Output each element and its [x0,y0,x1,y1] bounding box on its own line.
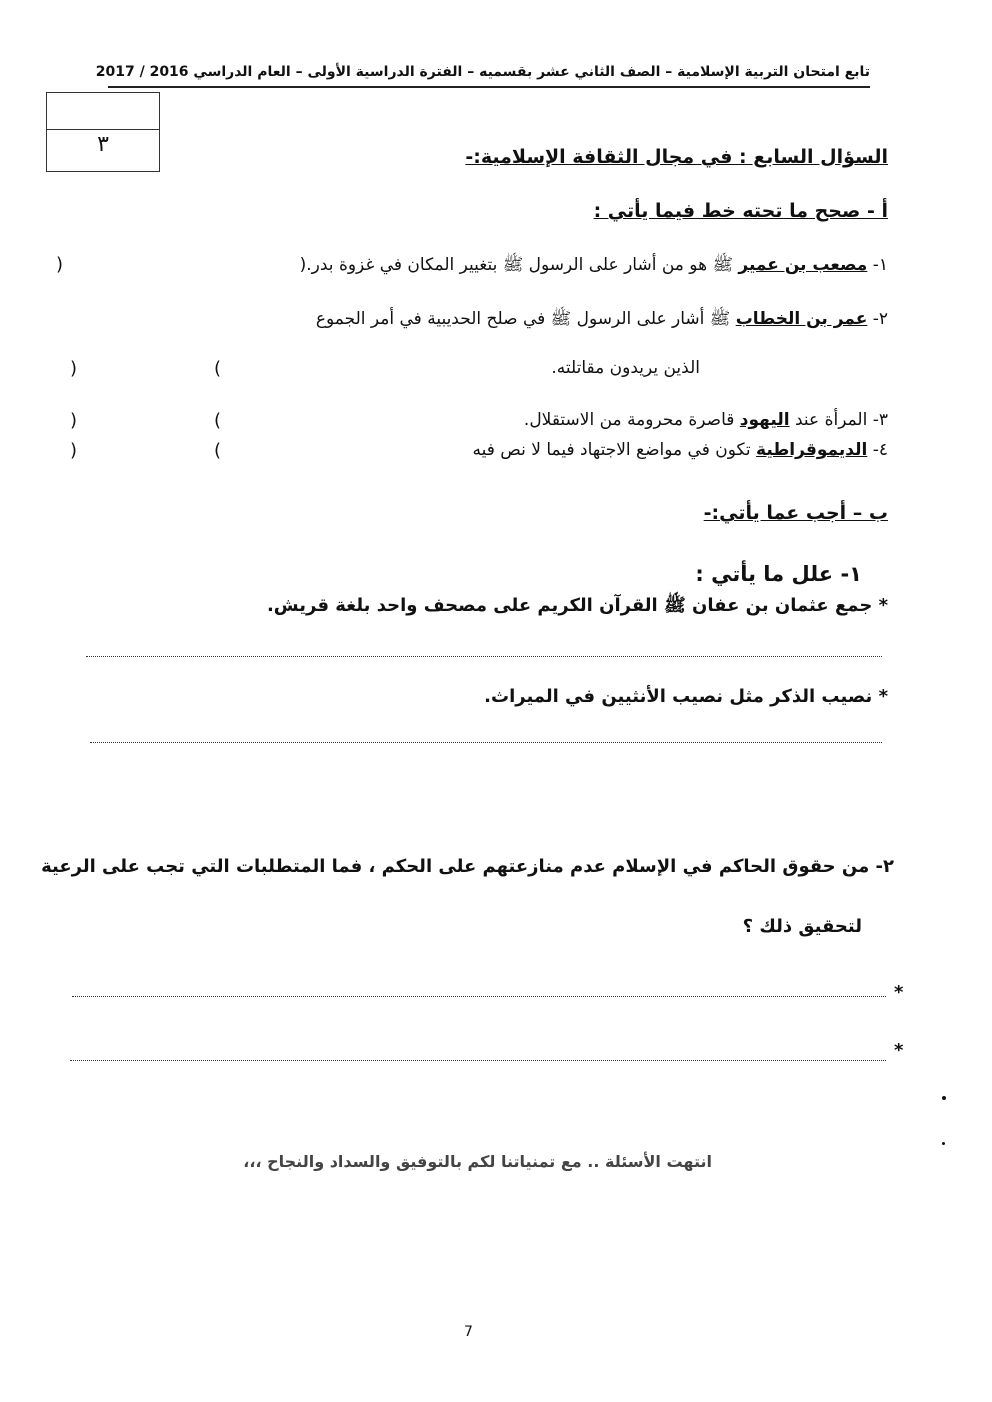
item-number: ٤- [872,440,888,460]
correction-item-4 [473,440,889,460]
score-box-value: ٣ [97,132,109,157]
explain-item-1: * جمع عثمان بن عفان ﷺ القرآن الكريم على مصحف واحد بلغة قريش. [266,595,888,616]
page-number: 7 [464,1324,473,1340]
part-a-title: أ - صحح ما تحته خط فيما يأتي : [593,200,888,222]
item-text: ﷺ هو من أشار على الرسول ﷺ بتغيير المكان في غزوة بدر.( [299,255,739,275]
scan-dot [942,1096,946,1100]
part-b-title: ب – أجب عما يأتي:- [703,502,888,524]
item-number: ١- [872,255,888,275]
correction-item-2 [316,308,888,333]
item-text: ﷺ أشار على الرسول ﷺ في صلح الحديبية في أمر الجموع [315,309,736,329]
question-title: السؤال السابع : في مجال الثقافة الإسلامية:- [465,146,888,168]
answer-line[interactable] [90,742,882,743]
answer-line[interactable] [70,1060,886,1061]
score-box-empty-cell [47,93,159,130]
requirements-question-line2: لتحقيق ذلك ؟ [742,916,862,937]
answer-paren-close: ) [70,440,78,461]
underlined-term: عمر بن الخطاب [735,309,868,329]
answer-paren-close: ) [70,358,78,379]
item-prefix: المرأة عند [789,410,868,430]
explain-item-2: * نصيب الذكر مثل نصيب الأنثيين في الميراث. [484,686,888,707]
item-number: ٢- [872,309,888,329]
answer-line[interactable] [86,656,882,657]
answer-bullet: * [894,982,904,1003]
item-number: ٣- [872,410,888,430]
underlined-term: مصعب بن عمير [738,255,868,275]
underlined-term: اليهود [739,410,790,430]
correction-item-1 [300,254,888,279]
answer-paren-close: ) [70,410,78,431]
underlined-term: الديموقراطية [756,440,868,460]
exam-header: تابع امتحان التربية الإسلامية – الصف الثاني عشر بقسميه – الفترة الدراسية الأولى – العام الدراسي 2016 / 2017 [95,64,870,80]
item-text: قاصرة محرومة من الاستقلال. [523,410,740,430]
answer-paren-open: ( [214,358,222,379]
item-text: تكون في مواضع الاجتهاد فيما لا نص فيه [472,440,757,460]
requirements-question: ٢- من حقوق الحاكم في الإسلام عدم منازعتهم على الحكم ، فما المتطلبات التي تجب على الرعية [41,856,894,877]
answer-line[interactable] [72,996,886,997]
score-box [46,92,160,172]
correction-item-3 [524,410,888,430]
correction-item-2-line2: الذين يريدون مقاتلته. [551,358,700,378]
closing-message: انتهت الأسئلة .. مع تمنياتنا لكم بالتوفيق والسداد والنجاح ،،، [243,1152,712,1171]
explain-question-title: ١- علل ما يأتي : [695,562,862,586]
answer-paren-close: ) [56,254,64,275]
answer-paren-open: ( [214,410,222,431]
answer-bullet: * [894,1040,904,1061]
answer-paren-open: ( [214,440,222,461]
header-divider [108,86,870,88]
scan-dot [942,1142,945,1145]
